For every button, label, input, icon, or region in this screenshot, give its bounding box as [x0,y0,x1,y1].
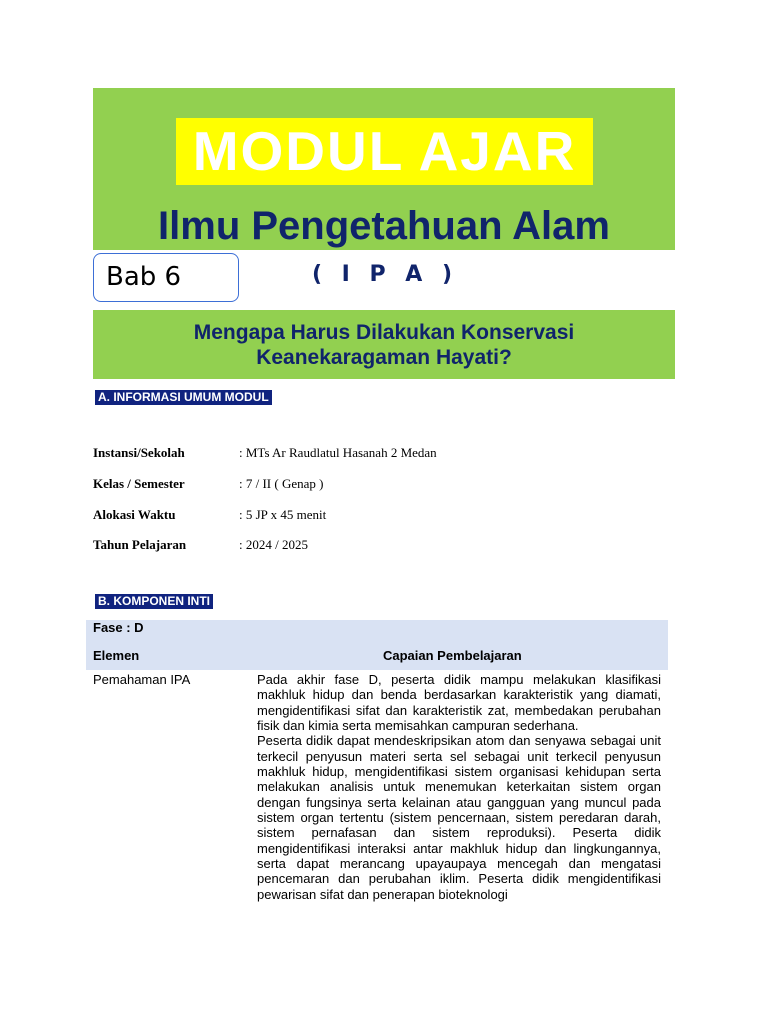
subject-abbreviation: ( I P A ) [311,262,459,287]
capaian-paragraph: Pada akhir fase D, peserta didik mampu melakukan klasifikasi makhluk hidup dan benda berdasarkan karakteristik yang diamati, mengidentifikasi sifat dan karakteristik zat, membedakan perubahan fisik dan kimia serta memisahkan campuran sederhana. [257,672,661,734]
info-value: : 5 JP x 45 menit [239,507,327,522]
fase-label: Fase : D [93,620,144,635]
topic-title: Mengapa Harus Dilakukan Konservasi Keanekaragaman Hayati? [193,320,575,369]
modul-ajar-box [176,118,593,185]
capaian-paragraph: Peserta didik dapat mendeskripsikan atom dan senyawa sebagai unit terkecil penyusun materi serta sel sebagai unit terkecil penyusun makhluk hidup, mengidentifikasi sistem organisasi kehidupan serta melakukan analisis untuk menemukan keterkaitan sistem organ dengan fungsinya serta kelainan atau gangguan yang muncul pada sistem organ tertentu (sistem pencernaan, sistem peredaran darah, sistem pernafasan dan sistem reproduksi). Peserta didik mengidentifikasi interaksi antar makhluk hidup dan lingkungannya, serta dapat merancang upayaupaya mencegah dan mengatasi pencemaran dan perubahan iklim. Peserta didik mengidentifikasi pewarisan sifat dan penerapan bioteknologi [257,733,661,902]
info-label: Instansi/Sekolah [93,445,185,460]
info-label: Tahun Pelajaran [93,537,187,552]
info-value: : 2024 / 2025 [239,537,308,552]
document-title: MODUL AJAR [192,120,577,182]
info-value: : 7 / II ( Genap ) [239,476,324,491]
column-header-elemen: Elemen [93,648,140,663]
section-heading-komponen-inti: B. KOMPONEN INTI [95,594,213,609]
topic-banner [93,310,675,379]
table-header [86,620,668,670]
column-header-capaian: Capaian Pembelajaran [383,648,522,663]
chapter-label: Bab 6 [106,262,182,292]
info-label: Kelas / Semester [93,476,185,491]
info-label: Alokasi Waktu [93,507,176,522]
table-cell-capaian [257,672,661,902]
info-value: : MTs Ar Raudlatul Hasanah 2 Medan [239,445,437,460]
table-cell-elemen: Pemahaman IPA [93,672,191,687]
chapter-box [93,253,239,302]
subject-title: Ilmu Pengetahuan Alam [158,204,610,248]
section-heading-informasi-umum: A. INFORMASI UMUM MODUL [95,390,272,405]
